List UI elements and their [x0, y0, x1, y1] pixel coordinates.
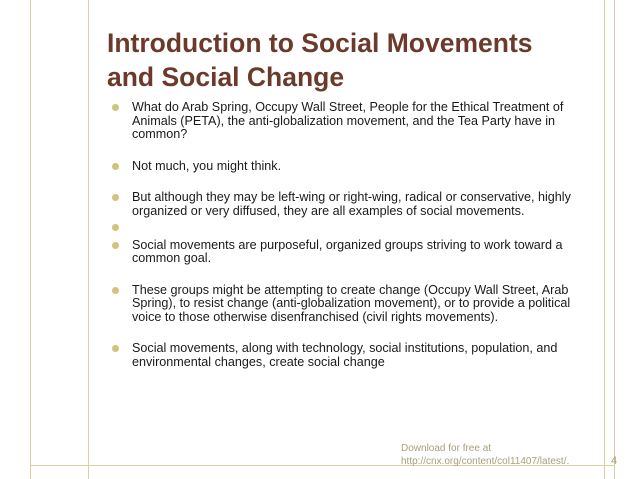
- bullet-text: Social movements, along with technology, social institutions, population, and environmental changes, create social change: [132, 341, 558, 369]
- bullet-text: What do Arab Spring, Occupy Wall Street, People for the Ethical Treatment of Animals (PETA), the anti-globalization movement, and the Tea Party have in common?: [132, 100, 564, 141]
- bullet-item: [112, 284, 602, 325]
- page-number: 4: [611, 455, 618, 467]
- bullet-item: [112, 239, 602, 266]
- bullet-dot-icon: [112, 194, 119, 201]
- bullet-item: [112, 101, 602, 142]
- frame-line-left-inner: [88, 0, 89, 479]
- slide-title-line-2: and Social Change: [107, 62, 345, 92]
- footer-source-line-1: Download for free at: [401, 443, 492, 454]
- bullet-list: [112, 101, 602, 369]
- bullet-dot-icon: [112, 287, 119, 294]
- bullet-dot-icon: [112, 104, 119, 111]
- slide-title: [107, 26, 607, 94]
- bullet-dot-icon: [112, 224, 119, 231]
- slide-title-line-1: Introduction to Social Movements: [107, 28, 533, 58]
- frame-line-left-outer: [30, 0, 31, 479]
- bullet-item: [112, 160, 602, 174]
- bullet-item-empty: [112, 221, 602, 235]
- bullet-text: Not much, you might think.: [132, 158, 282, 173]
- bullet-text: Social movements are purposeful, organized groups striving to work toward a common goal.: [132, 237, 563, 265]
- footer-source-link[interactable]: http://cnx.org/content/col11407/latest/.: [401, 456, 570, 467]
- bullet-text: These groups might be attempting to create change (Occupy Wall Street, Arab Spring), to resist change (anti-globalization movement), or to provide a political voice to those otherwise disenfranchised (civil rights movements).: [132, 282, 571, 324]
- bullet-dot-icon: [112, 163, 119, 170]
- bullet-item: [112, 191, 602, 218]
- bullet-text: But although they may be left-wing or right-wing, radical or conservative, highly organized or very diffused, they are all examples of social movements.: [132, 190, 571, 218]
- bullet-dot-icon: [112, 345, 119, 352]
- footer-source: [401, 442, 601, 468]
- bullet-dot-icon: [112, 242, 119, 249]
- bullet-item: [112, 342, 602, 369]
- frame-line-right-outer: [614, 0, 615, 479]
